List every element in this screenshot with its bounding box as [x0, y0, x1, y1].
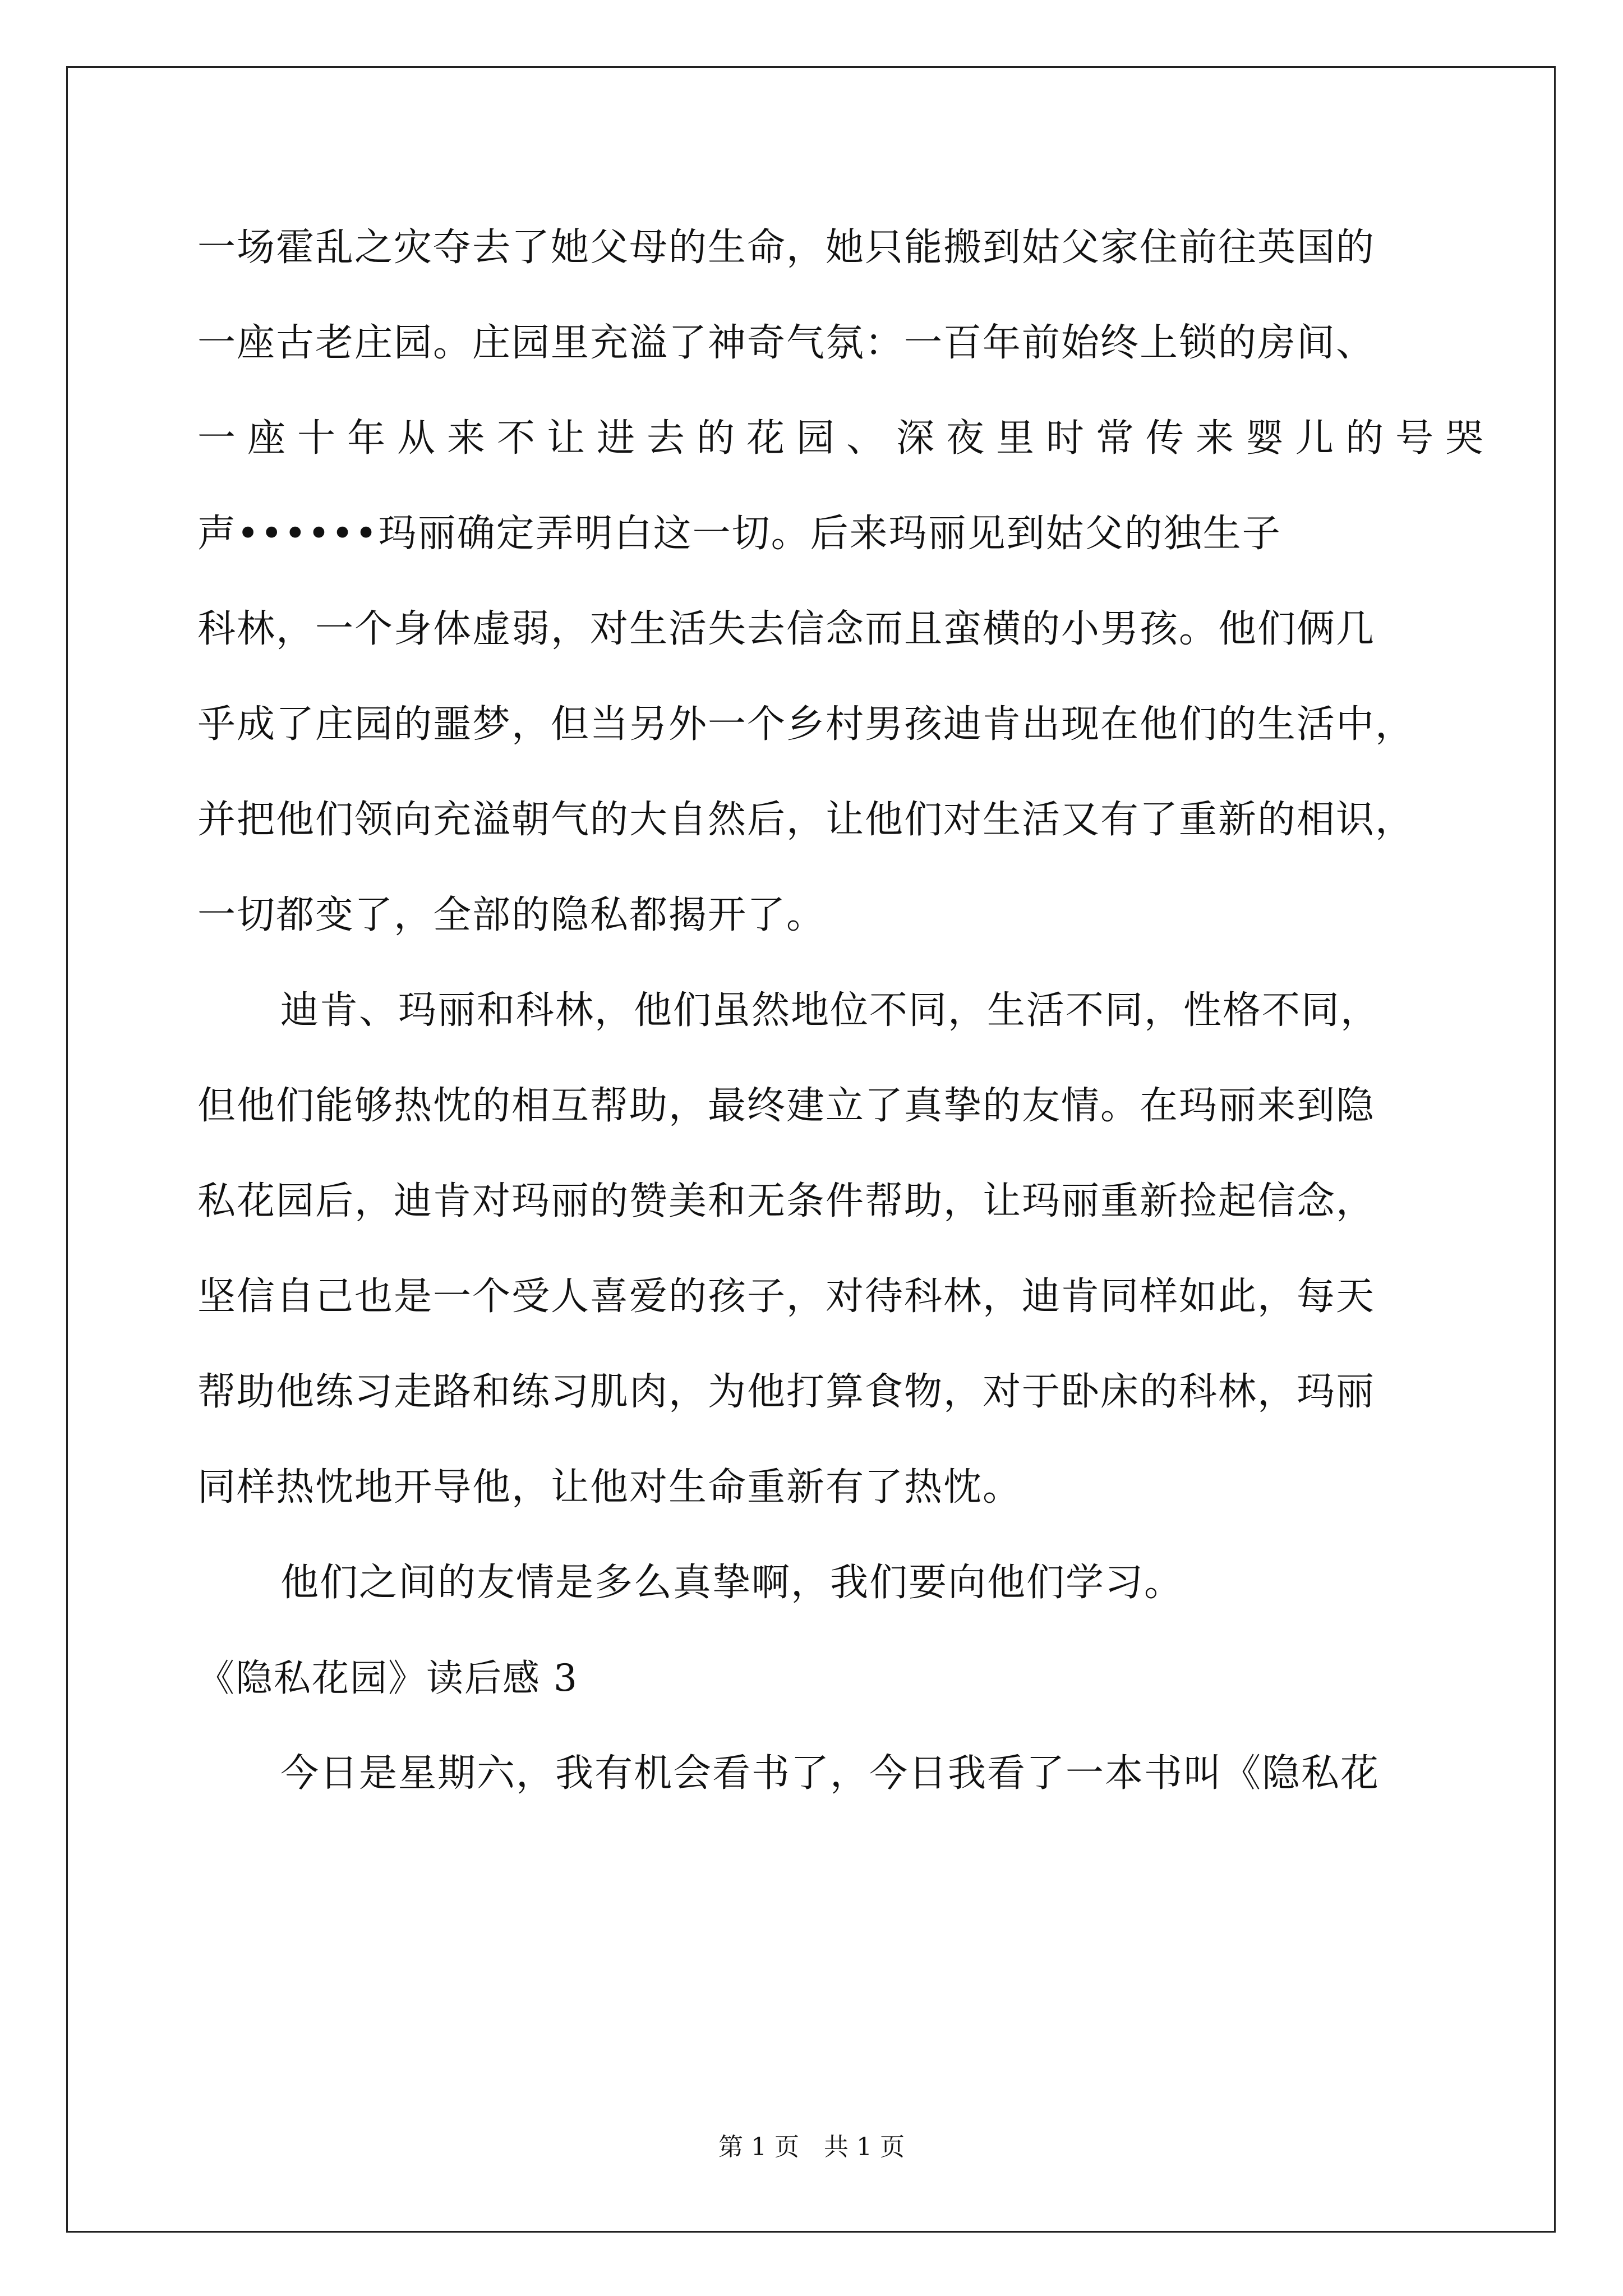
- text-line: 今日是星期六，我有机会看书了，今日我看了一本书叫《隐私花: [280, 1751, 1380, 1796]
- text-line: 一场霍乱之灾夺去了她父母的生命，她只能搬到姑父家住前往英国的: [197, 226, 1376, 270]
- text-line: 科林，一个身体虚弱，对生活失去信念而且蛮横的小男孩。他们俩几: [197, 607, 1376, 651]
- text-line: 一座十年从来不让进去的花园、深夜里时常传来婴儿的号哭: [197, 416, 1496, 461]
- text-line: 坚信自己也是一个受人喜爱的孩子，对待科林，迪肯同样如此，每天: [197, 1274, 1376, 1319]
- text-line: 同样热忱地开导他，让他对生命重新有了热忱。: [197, 1465, 1022, 1510]
- text-line: 帮助他练习走路和练习肌肉，为他打算食物，对于卧床的科林，玛丽: [197, 1370, 1376, 1414]
- page-border: [66, 66, 1556, 2233]
- text-line: 迪肯、玛丽和科林，他们虽然地位不同，生活不同，性格不同，: [280, 988, 1380, 1033]
- text-line: 并把他们领向充溢朝气的大自然后，让他们对生活又有了重新的相识，: [197, 798, 1415, 842]
- text-line: 但他们能够热忱的相互帮助，最终建立了真挚的友情。在玛丽来到隐: [197, 1084, 1376, 1128]
- text-line: 乎成了庄园的噩梦，但当另外一个乡村男孩迪肯出现在他们的生活中，: [197, 702, 1415, 747]
- text-line: 私花园后，迪肯对玛丽的赞美和无条件帮助，让玛丽重新捡起信念，: [197, 1179, 1376, 1223]
- text-line: 一切都变了，全部的隐私都揭开了。: [197, 893, 826, 937]
- text-line: 一座古老庄园。庄园里充溢了神奇气氛：一百年前始终上锁的房间、: [197, 321, 1376, 365]
- page-number-footer: 第 1 页 共 1 页: [718, 2133, 905, 2161]
- text-line: 声••••••玛丽确定弄明白这一切。后来玛丽见到姑父的独生子: [197, 512, 1281, 556]
- section-heading: 《隐私花园》读后感 3: [197, 1657, 578, 1700]
- text-line: 他们之间的友情是多么真挚啊，我们要向他们学习。: [280, 1561, 1184, 1605]
